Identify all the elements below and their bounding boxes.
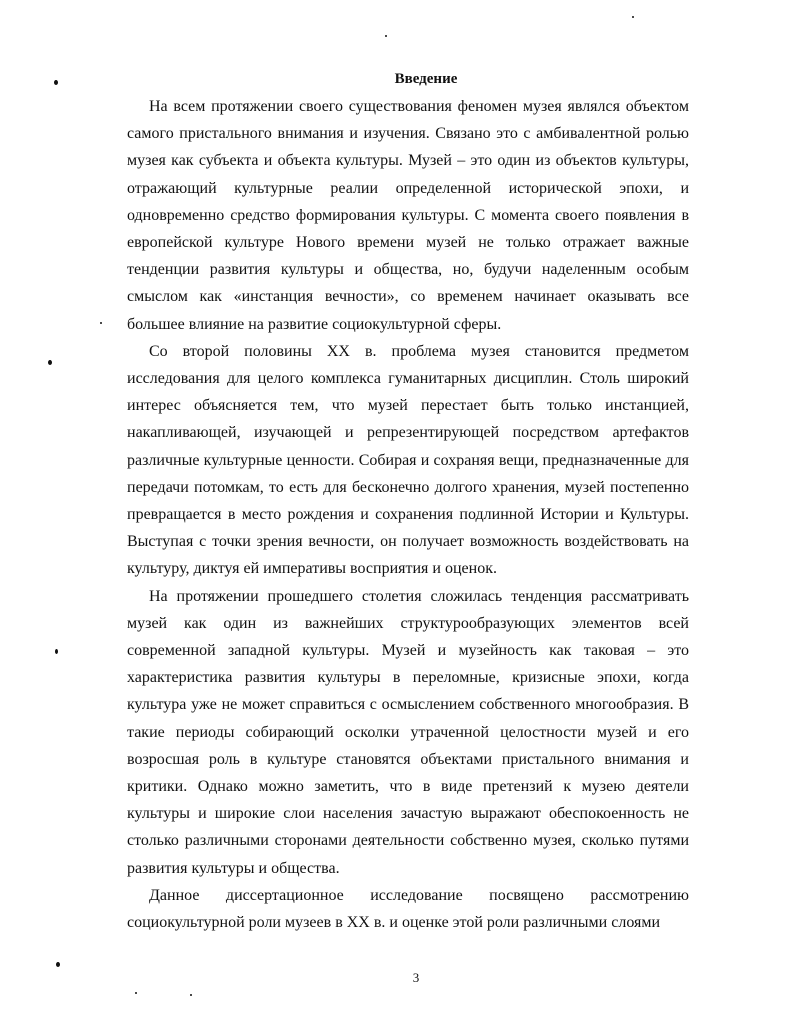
scan-speck [135,992,137,994]
paragraph: Данное диссертационное исследование посвящено рассмотрению социокультурной роли музеев в XX в. и оценке этой роли различными слоями [127,886,689,932]
scan-speck [190,994,192,996]
scan-speck [56,962,60,967]
scan-speck [632,16,634,18]
page-number: 3 [412,970,420,985]
paragraph: Со второй половины XX в. проблема музея становится предметом исследования для целого комплекса гуманитарных дисциплин. Столь широкий интерес объясняется тем, что музей перестает быть только инстанцией, накапливающей, изучающей и репрезентирующей посредством артефактов различные культурные ценности. Собирая и сохраняя вещи, предназначенные для передачи потомкам, то есть для бесконечно долгого хранения, музей постепенно превращается в место рождения и сохранения подлинной Истории и Культуры. Выступая с точки зрения вечности, он получает возможность воздействовать на культуру, диктуя ей императивы восприятия и оценок. [127,342,689,578]
scan-speck [48,360,52,365]
paragraph: На всем протяжении своего существования феномен музея являлся объектом самого пристального внимания и изучения. Связано это с амбивалентной ролью музея как субъекта и объекта культуры. Музей – это один из объектов культуры, отражающий культурные реалии определенной исторической эпохи, и одновременно средство формирования культуры. С момента своего появления в европейской культуре Нового времени музей не только отражает важные тенденции развития культуры и общества, но, будучи наделенным особым смыслом как «инстанция вечности», со временем начинает оказывать все большее влияние на развитие социокультурной сферы. [127,98,689,333]
scan-speck [55,649,58,654]
page-title: Введение [394,71,458,87]
paragraph: На протяжении прошедшего столетия сложилась тенденция рассматривать музей как один из важнейших структурообразующих элементов всей современной западной культуры. Музей и музейность как таковая – это характеристика развития культуры в переломные, кризисные эпохи, когда культура уже не может справиться с осмыслением собственного многообразия. В такие периоды собирающий осколки утраченной целостности музей и его возросшая роль в культуре становятся объектами пристального внимания и критики. Однако можно заметить, что в виде претензий к музею деятели культуры и широкие слои населения зачастую выражают обеспокоенность не столько различными сторонами деятельности собственно музея, сколько путями развития культуры и общества. [127,587,689,877]
body-text [127,93,689,936]
scan-speck [385,35,387,37]
scan-speck [100,322,102,324]
